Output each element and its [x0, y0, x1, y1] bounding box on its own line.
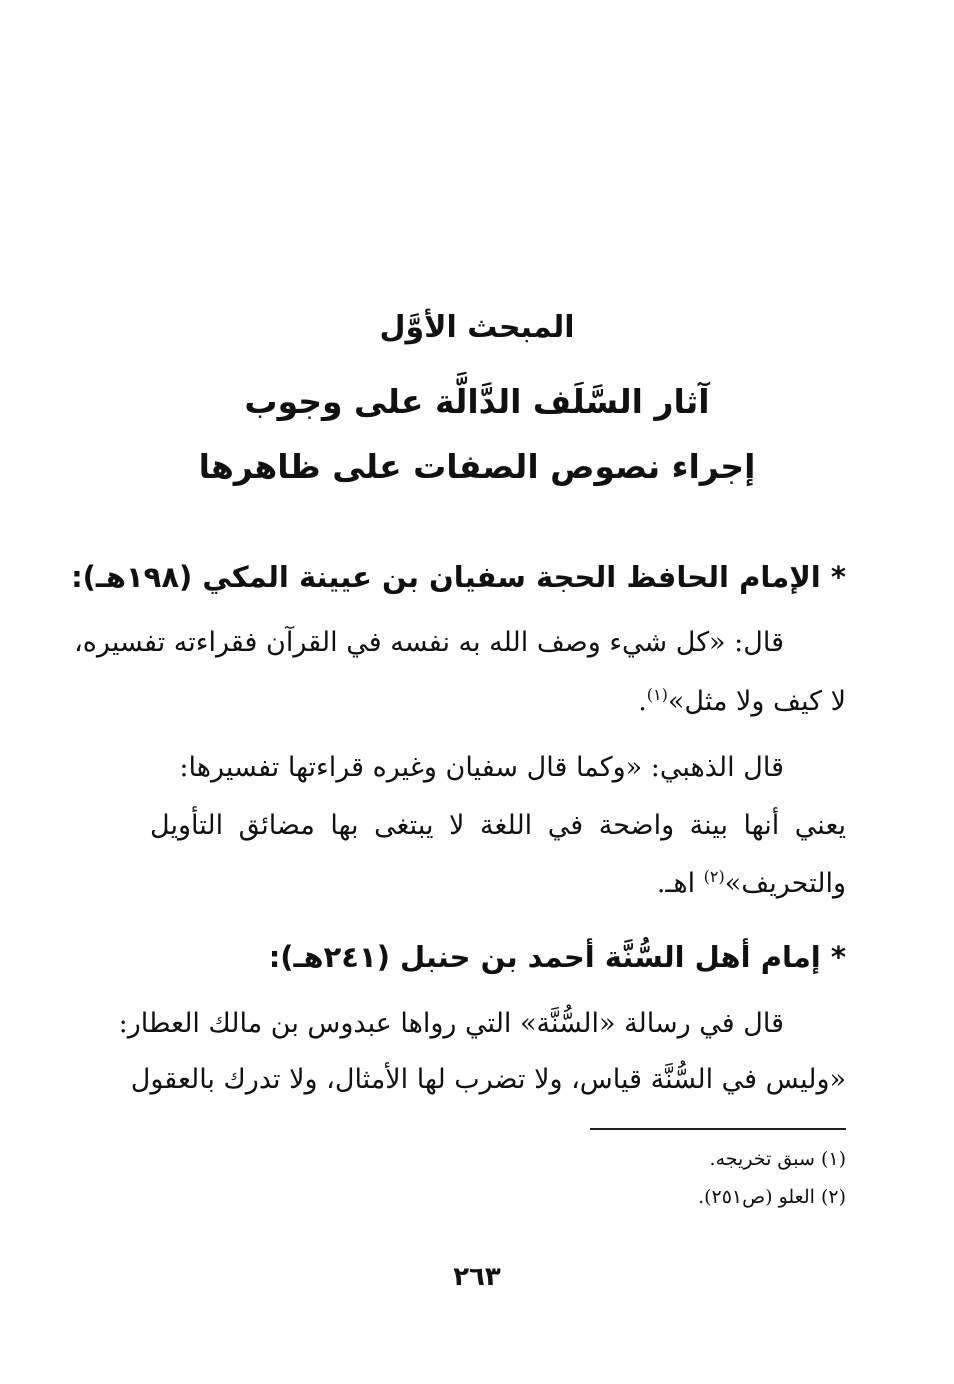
quote-line	[638, 686, 846, 717]
comment-line: قال الذهبي: «وكما قال سفيان وغيره قراءتها تفسيرها:	[179, 752, 784, 783]
quote-end: .	[638, 686, 647, 717]
quote-text: لا كيف ولا مثل»	[667, 686, 846, 717]
comment-end: اهـ.	[656, 868, 704, 899]
comment-line	[657, 868, 846, 899]
chapter-title-line-2: إجراء نصوص الصفات على ظاهرها	[198, 447, 756, 486]
footnote-1: (١) سبق تخريجه.	[709, 1148, 846, 1170]
footnote-2: (٢) العلو (ص٢٥١).	[698, 1186, 846, 1208]
body-line: قال في رسالة «السُّنَّة» التي رواها عبدوس بن مالك العطار:	[118, 1008, 784, 1039]
footnote-separator	[590, 1128, 846, 1130]
entry-heading-ahmad: * إمام أهل السُّنَّة أحمد بن حنبل (٢٤١هـ):	[268, 940, 846, 974]
section-label: المبحث الأوَّل	[379, 310, 575, 345]
footnote-reference: (٢)	[703, 867, 725, 886]
quote-line: قال: «كل شيء وصف الله به نفسه في القرآن فقراءته تفسيره،	[74, 627, 784, 658]
body-line: «وليس في السُّنَّة قياس، ولا تضرب لها الأمثال، ولا تدرك بالعقول	[130, 1064, 846, 1095]
entry-heading-sufyan: * الإمام الحافظ الحجة سفيان بن عيينة المكي (١٩٨هـ):	[71, 560, 846, 594]
chapter-title-line-1: آثار السَّلَف الدَّالَّة على وجوب	[244, 382, 710, 421]
footnote-reference: (١)	[646, 685, 668, 704]
comment-line: يعني أنها بينة واضحة في اللغة لا يبتغى بها مضائق التأويل	[150, 810, 846, 841]
comment-text: والتحريف»	[724, 868, 846, 899]
page-number: ٢٦٣	[453, 1262, 501, 1292]
